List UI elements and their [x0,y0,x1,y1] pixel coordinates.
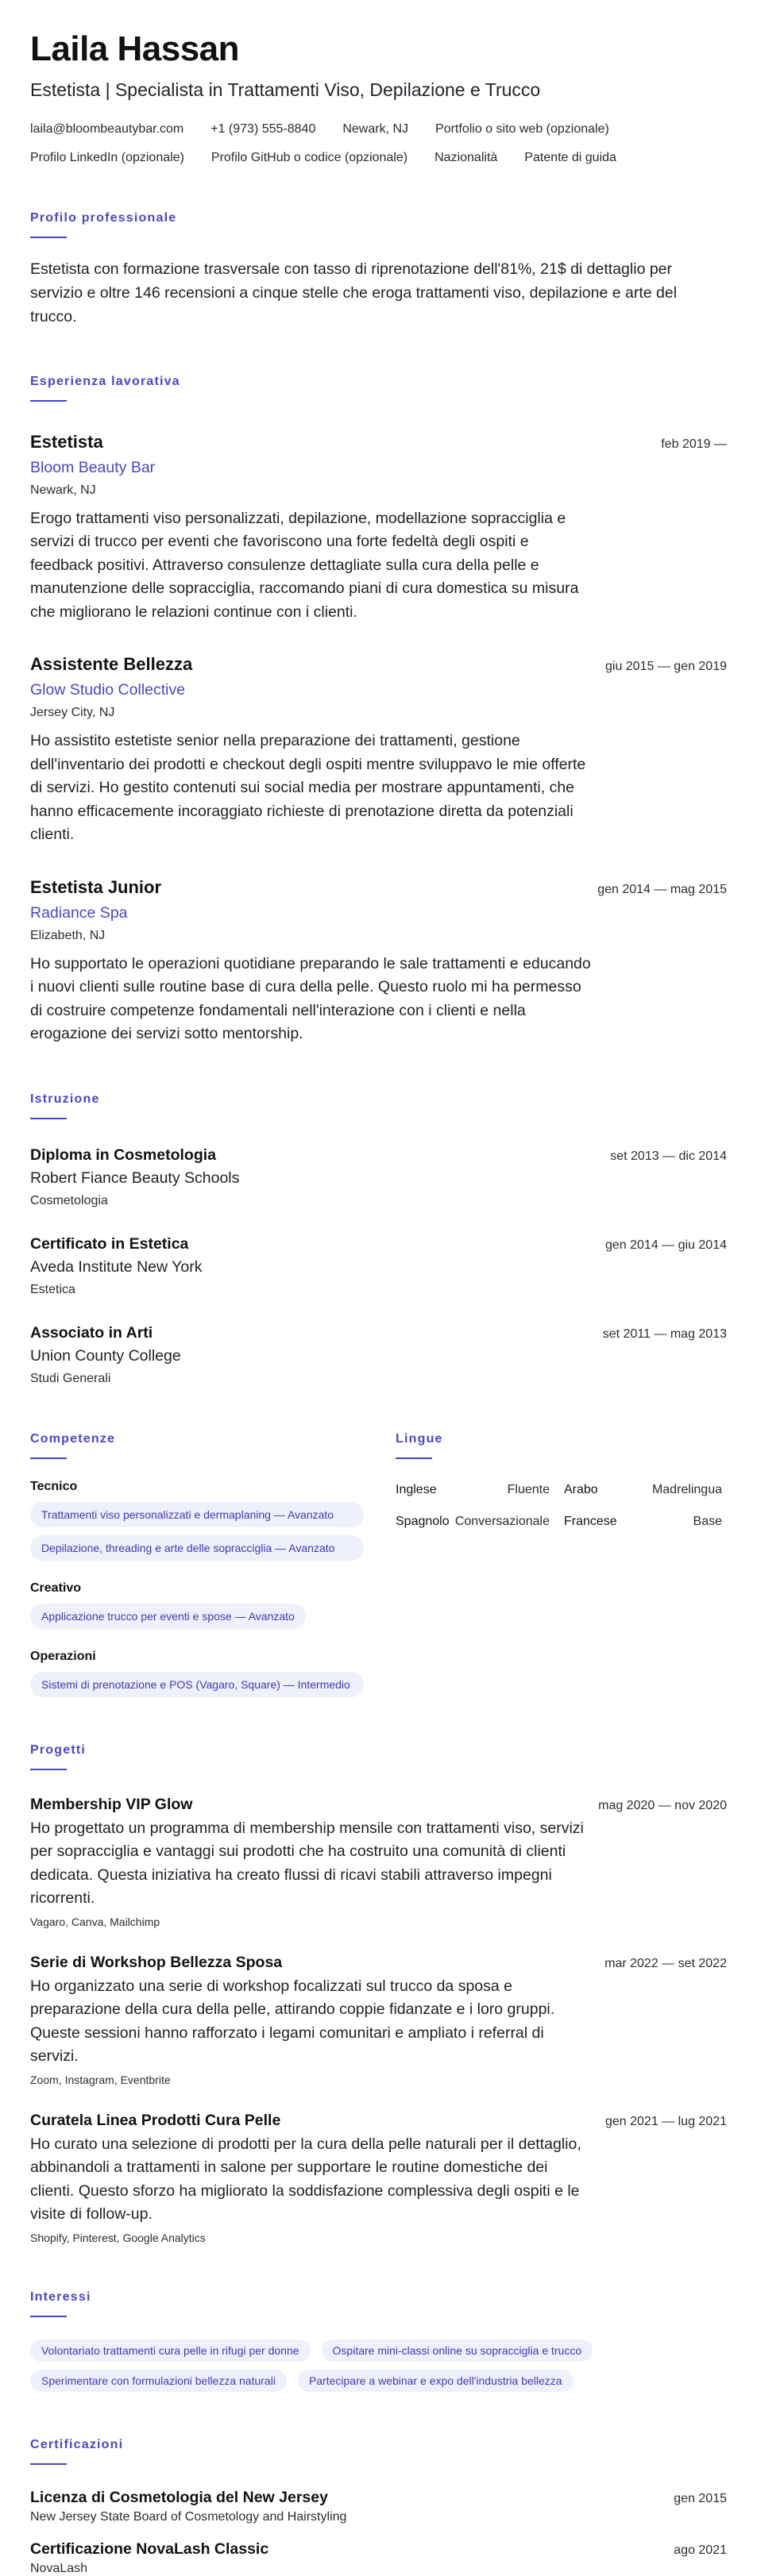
profile-section [30,211,727,329]
section-heading: Certificazioni [30,2437,124,2451]
project-entry [30,1796,727,1928]
section-heading: Istruzione [30,1092,100,1106]
language-item [396,1483,554,1497]
language-level: Conversazionale [454,1514,550,1528]
contact-list [30,121,682,164]
education-dates: gen 2014 — giu 2014 [604,1238,727,1252]
language-item [554,1515,727,1529]
skill-category: Operazioni [30,1649,96,1663]
interests-section [30,2290,727,2392]
contact-location: Newark, NJ [342,122,409,137]
skill-group [30,1581,396,1629]
resume-header [30,30,727,165]
contact-nationality: Nazionalità [435,150,498,164]
project-title: Serie di Workshop Bellezza Sposa [30,1953,283,1971]
project-entry [30,2112,727,2244]
job-dates: gen 2014 — mag 2015 [597,882,727,896]
section-divider [30,237,67,238]
school-name: Union County College [30,1346,181,1365]
job-dates: feb 2019 — [661,437,727,451]
degree-title: Diploma in Cosmetologia [30,1146,217,1164]
interest-chip: Sperimentare con formulazioni bellezza naturali [30,2370,287,2392]
project-tools: Vagaro, Canva, Mailchimp [30,1915,160,1928]
language-level: Base [693,1514,722,1528]
skill-category: Creativo [30,1581,82,1595]
education-dates: set 2013 — dic 2014 [610,1149,727,1163]
job-description: Ho supportato le operazioni quotidiane preparando le sale trattamenti e educando i nuovi clienti sulle routine base di cura della pelle. Questo ruolo mi ha permesso di costruire competenze fondamentali nell'interazione con i clienti e nella erogazione dei servizi sotto mentorship. [30,954,591,1043]
project-title: Membership VIP Glow [30,1795,193,1813]
contact-phone[interactable]: +1 (973) 555-8840 [210,122,316,137]
section-heading: Profilo professionale [30,210,177,225]
job-location: Jersey City, NJ [30,706,115,720]
interest-list [30,2339,713,2392]
section-divider [30,2463,67,2465]
project-description: Ho progettato un programma di membership mensile con trattamenti viso, servizi per sopracciglia e vantaggi sui prodotti che ha costruito una comunità di clienti dedicata. Questa iniziativa ha creato flussi di ricavi stabili attraverso impegni ricorrenti. [30,1819,584,1908]
contact-github[interactable]: Profilo GitHub o codice (opzionale) [210,150,408,164]
experience-section [30,375,727,1046]
profile-summary: Estetista con formazione trasversale con tasso di riprenotazione dell'81%, 21$ di dettaglio per servizio e oltre 146 recensioni a cinque stelle che eroga trattamenti viso, depilazione e arte del trucco. [30,260,678,325]
certification-title: Licenza di Cosmetologia del New Jersey [30,2488,328,2506]
job-title: Assistente Bellezza [30,654,193,675]
section-divider [30,1769,67,1770]
education-entry [30,1146,727,1208]
experience-entry [30,432,727,625]
job-location: Elizabeth, NJ [30,928,106,942]
languages-section [396,1432,727,1697]
certifications-section [30,2438,727,2576]
job-description: Erogo trattamenti viso personalizzati, depilazione, modellazione sopracciglia e servizi di trucco per eventi che favoriscono una forte fedeltà degli ospiti e feedback positivi. Attraverso consulenze dettagliate sulla cura della pelle e manutenzione delle sopracciglia, raccomando piani di cura domestica su misura che migliorano le relazioni continue con i clienti. [30,509,579,621]
skills-languages-row [30,1432,727,1697]
project-tools: Shopify, Pinterest, Google Analytics [30,2231,206,2244]
skill-group [30,1480,396,1561]
section-divider [30,2316,67,2317]
contact-license: Patente di guida [524,150,616,164]
language-name: Inglese [396,1482,437,1496]
project-dates: mag 2020 — nov 2020 [598,1798,727,1812]
skill-chip: Applicazione trucco per eventi e spose — Avanzato [30,1604,306,1629]
project-dates: gen 2021 — lug 2021 [604,2114,727,2128]
section-heading: Lingue [396,1431,443,1446]
skill-chip: Depilazione, threading e arte delle sopracciglia — Avanzato [30,1535,364,1561]
employer-name: Radiance Spa [30,903,128,922]
project-tools: Zoom, Instagram, Eventbrite [30,2073,171,2086]
education-section [30,1092,727,1386]
language-list [396,1483,727,1529]
language-item [396,1515,554,1529]
education-entry [30,1324,727,1386]
contact-linkedin[interactable]: Profilo LinkedIn (opzionale) [30,150,184,164]
job-title: Estetista Junior [30,876,162,897]
job-title: Estetista [30,431,103,452]
certification-issuer: New Jersey State Board of Cosmetology and Hairstyling [30,2509,347,2524]
school-name: Robert Fiance Beauty Schools [30,1169,240,1187]
section-divider [30,400,67,402]
section-heading: Progetti [30,1742,87,1757]
section-heading: Competenze [30,1431,116,1446]
candidate-name: Laila Hassan [30,29,240,68]
language-level: Fluente [507,1482,550,1496]
section-divider [396,1457,432,1459]
field-of-study: Studi Generali [30,1371,111,1385]
interest-chip: Volontariato trattamenti cura pelle in rifugi per donne [30,2339,311,2362]
certification-issuer: NovaLash [30,2561,88,2575]
projects-section [30,1743,727,2244]
candidate-title: Estetista | Specialista in Trattamenti Viso, Depilazione e Trucco [30,79,541,101]
job-description: Ho assistito estetiste senior nella preparazione dei trattamenti, gestione dell'inventario dei prodotti e checkout degli ospiti mentre sviluppavo le mie offerte di servizi. Ho gestito contenuti sui social media per mostrare appuntamenti, che hanno efficacemente incoraggiato richieste di prenotazione diretta da potenziali clienti. [30,732,586,844]
field-of-study: Cosmetologia [30,1193,108,1207]
section-heading: Esperienza lavorativa [30,374,180,388]
skill-group [30,1650,396,1697]
skill-category: Tecnico [30,1479,78,1493]
certification-title: Certificazione NovaLash Classic [30,2539,269,2558]
project-description: Ho organizzato una serie di workshop focalizzati sul trucco da sposa e preparazione della cura della pelle, attirando coppie fidanzate e i loro gruppi. Queste sessioni hanno rafforzato i legami comunitari e ampliato i referral di servizi. [30,1977,555,2066]
project-title: Curatela Linea Prodotti Cura Pelle [30,2111,281,2129]
job-dates: giu 2015 — gen 2019 [604,660,727,674]
certification-date: gen 2015 [674,2491,727,2505]
language-name: Arabo [564,1482,598,1496]
experience-entry [30,877,727,1046]
employer-name: Bloom Beauty Bar [30,458,156,476]
contact-email[interactable]: laila@bloombeautybar.com [30,122,184,137]
skill-chip: Sistemi di prenotazione e POS (Vagaro, Square) — Intermedio [30,1672,364,1697]
language-name: Spagnolo [396,1514,450,1528]
certification-date: ago 2021 [674,2543,727,2557]
certification-entry [30,2540,727,2576]
job-location: Newark, NJ [30,483,96,497]
education-entry [30,1235,727,1297]
interest-chip: Partecipare a webinar e expo dell'industria bellezza [298,2370,574,2392]
skills-section [30,1432,396,1697]
degree-title: Certificato in Estetica [30,1234,189,1253]
skill-chip: Trattamenti viso personalizzati e dermaplaning — Avanzato [30,1502,364,1527]
language-name: Francese [564,1514,617,1528]
school-name: Aveda Institute New York [30,1257,203,1276]
certification-entry [30,2489,727,2524]
language-level: Madrelingua [651,1482,722,1496]
project-description: Ho curato una selezione di prodotti per la cura della pelle naturali per il dettaglio, abbinandoli a trattamenti in salone per supportare le routine domestiche dei clienti. Questo sforzo ha migliorato la soddisfazione complessiva degli ospiti e le visite di follow-up. [30,2135,581,2224]
interest-chip: Ospitare mini-classi online su sopracciglia e trucco [322,2339,593,2362]
project-entry [30,1954,727,2086]
project-dates: mar 2022 — set 2022 [604,1956,727,1970]
language-item [554,1483,727,1497]
experience-entry [30,654,727,847]
education-dates: set 2011 — mag 2013 [602,1327,727,1341]
employer-name: Glow Studio Collective [30,681,186,699]
contact-portfolio[interactable]: Portfolio o sito web (opzionale) [435,122,609,137]
section-divider [30,1118,67,1119]
section-heading: Interessi [30,2289,91,2304]
field-of-study: Estetica [30,1282,75,1296]
section-divider [30,1457,67,1459]
degree-title: Associato in Arti [30,1323,153,1342]
